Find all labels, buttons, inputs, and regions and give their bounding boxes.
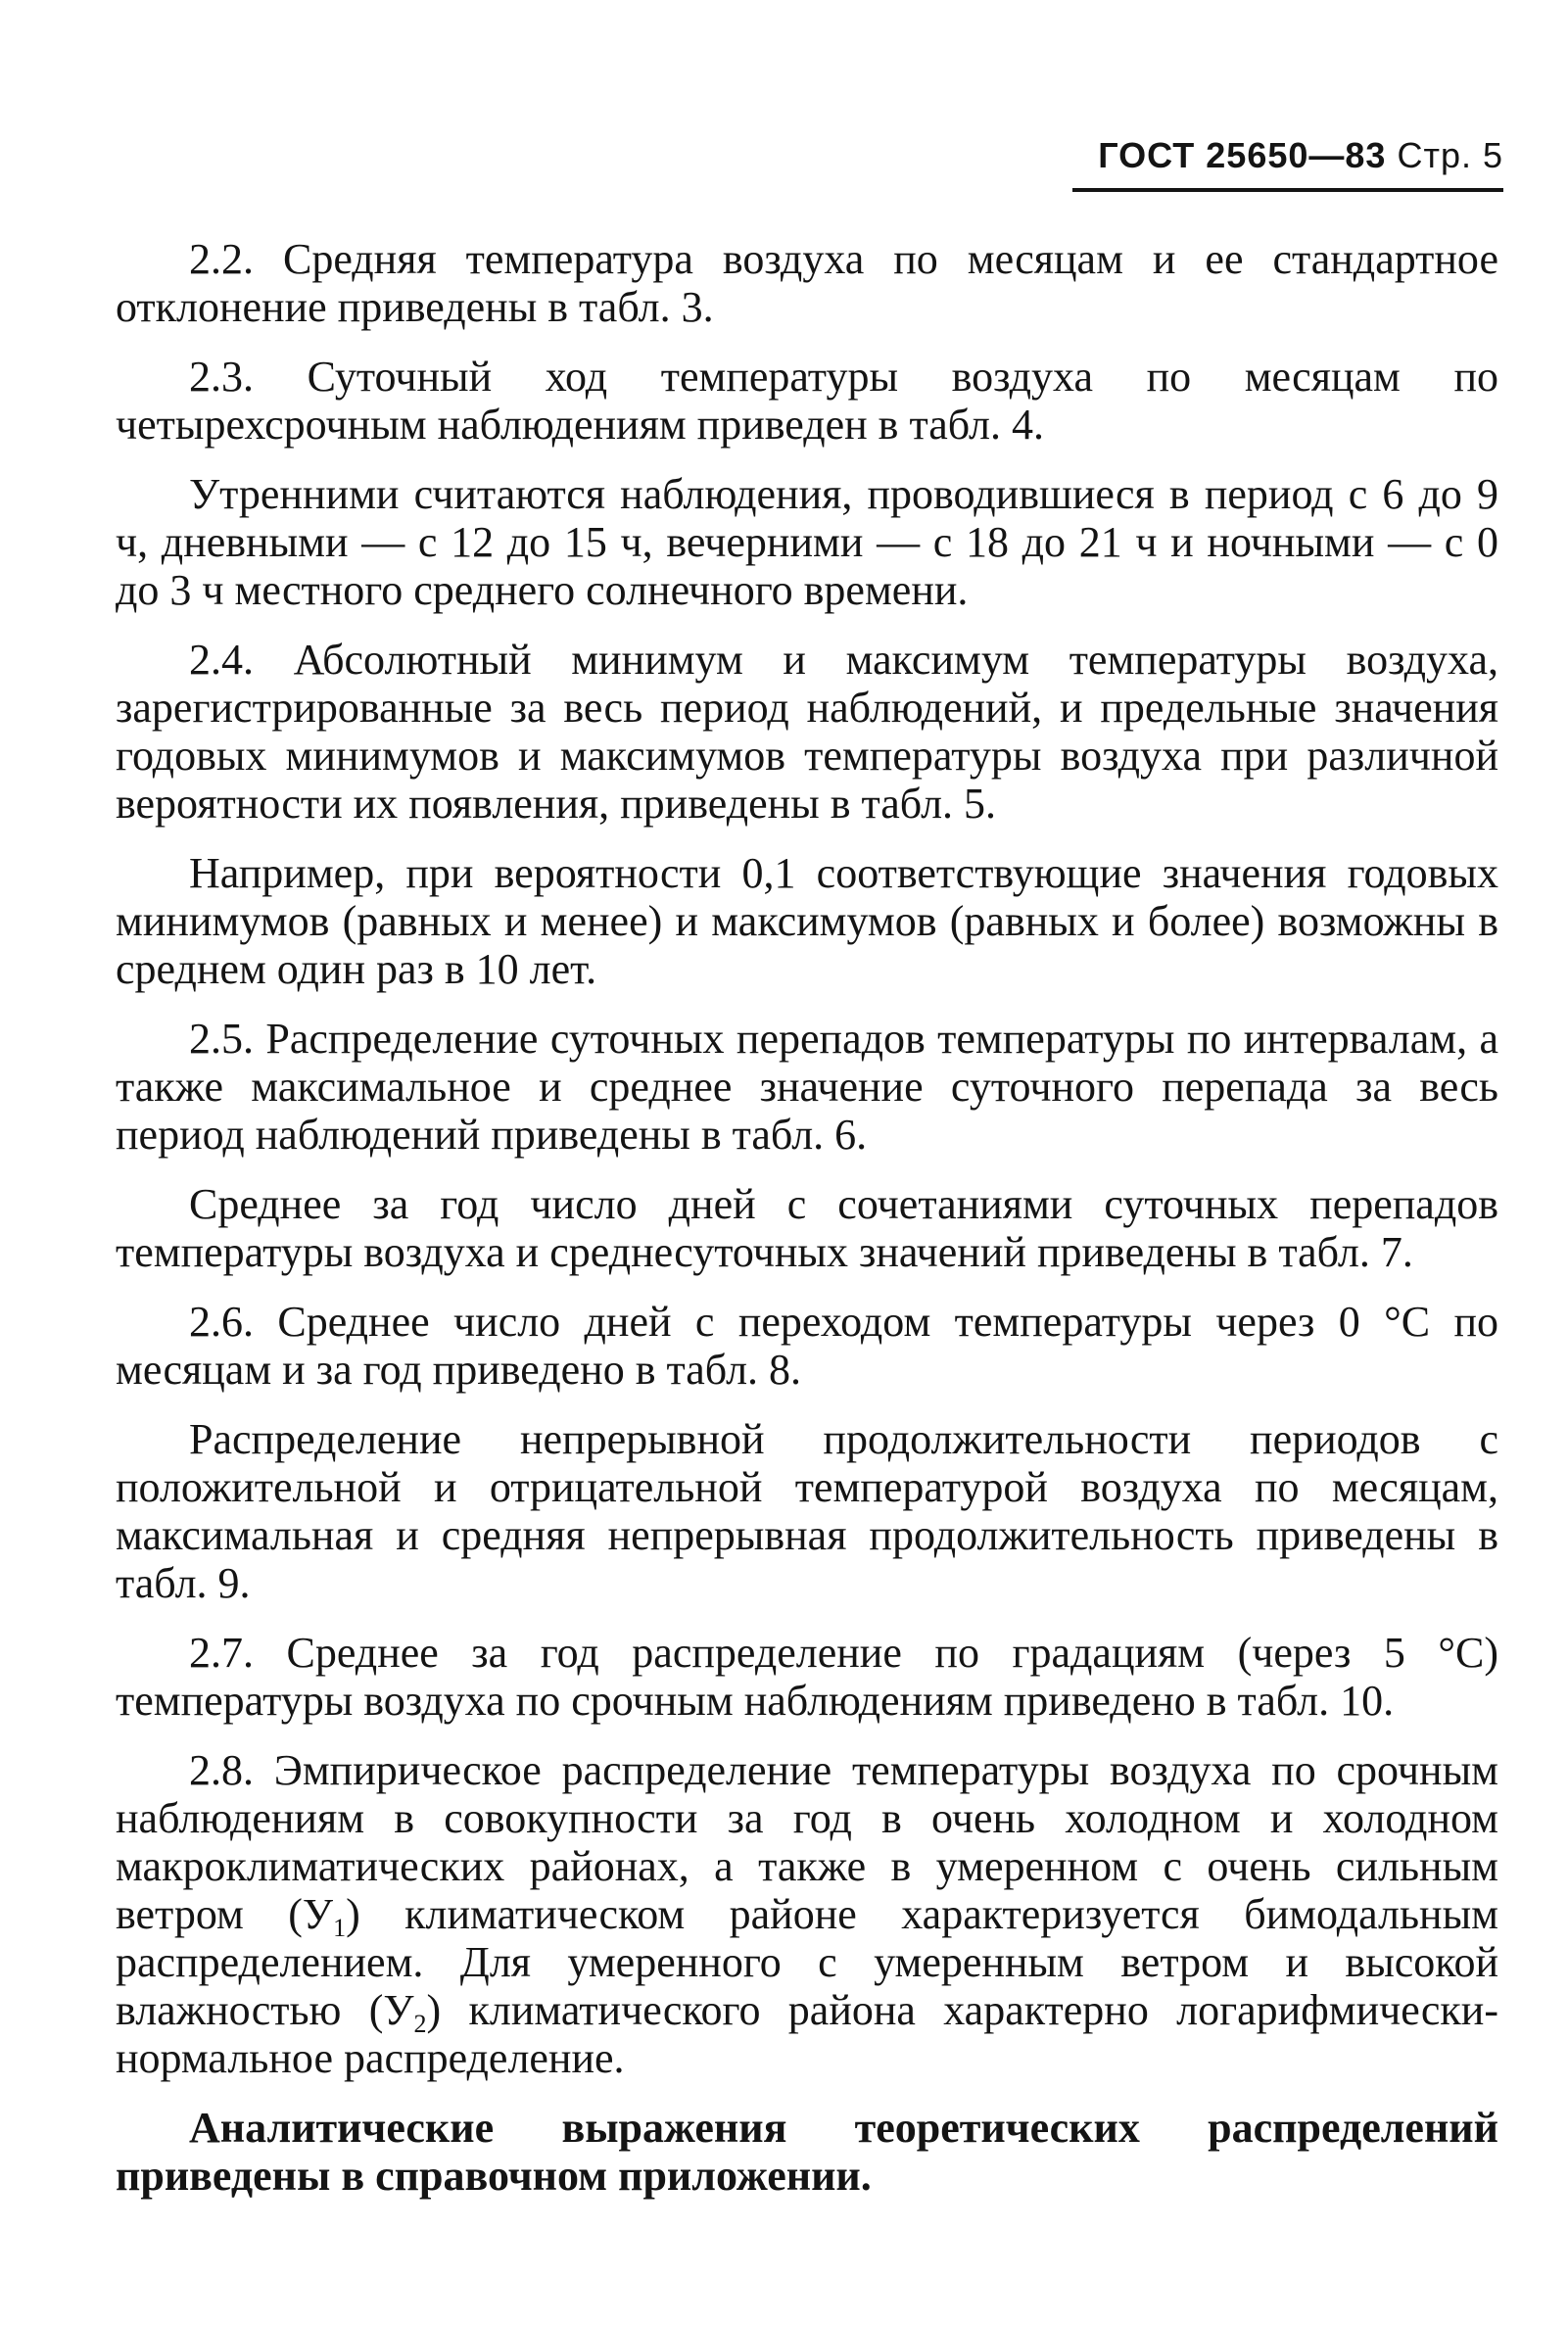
page-number: Стр. 5 — [1397, 135, 1503, 175]
paragraph-2-6: 2.6. Среднее число дней с переходом температуры через 0 °C по месяцам и за год приведено в табл. 8. — [116, 1298, 1498, 1394]
paragraph-example: Например, при вероятности 0,1 соответствующие значения годовых минимумов (равных и менее) и максимумов (равных и более) возможны в среднем один раз в 10 лет. — [116, 849, 1498, 993]
document-body — [116, 235, 1498, 2221]
paragraph-2-8 — [116, 1746, 1498, 2082]
paragraph-2-7: 2.7. Среднее за год распределение по градациям (через 5 °C) температуры воздуха по срочным наблюдениям приведено в табл. 10. — [116, 1629, 1498, 1725]
subscript-2: 2 — [413, 2010, 427, 2038]
paragraph-2-2: 2.2. Средняя температура воздуха по месяцам и ее стандартное отклонение приведены в табл. 3. — [116, 235, 1498, 331]
paragraph-2-8-part2: ) климатическом районе характеризуется бимодальным распределением. Для умеренного с умеренным ветром и высокой влажностью (У — [116, 1890, 1499, 2034]
paragraph-2-8-part3: ) климатического района характерно логарифмически-нормальное распределение. — [116, 1986, 1498, 2082]
paragraph-2-8-part1: 2.8. Эмпирическое распределение температуры воздуха по срочным наблюдениям в совокупности за год в очень холодном и холодном макроклиматических районах, а также в умеренном с очень сильным ветром (У — [116, 1746, 1498, 1938]
paragraph-observation-periods: Утренними считаются наблюдения, проводившиеся в период с 6 до 9 ч, дневными — с 12 до 15 ч, вечерними — с 18 до 21 ч и ночными — с 0 до 3 ч местного среднего солнечного времени. — [116, 470, 1498, 614]
standard-number: ГОСТ 25650—83 — [1098, 135, 1387, 175]
paragraph-continuous-duration: Распределение непрерывной продолжительности периодов с положительной и отрицательной температурой воздуха по месяцам, максимальная и средняя непрерывная продолжительность приведены в табл. 9. — [116, 1415, 1498, 1607]
paragraph-2-4: 2.4. Абсолютный минимум и максимум температуры воздуха, зарегистрированные за весь период наблюдений, и предельные значения годовых минимумов и максимумов температуры воздуха при различной вероятности их появления, приведены в табл. 5. — [116, 636, 1498, 828]
paragraph-average-days: Среднее за год число дней с сочетаниями суточных перепадов температуры воздуха и среднесуточных значений приведены в табл. 7. — [116, 1180, 1498, 1276]
page-header — [1072, 135, 1503, 192]
paragraph-2-5: 2.5. Распределение суточных перепадов температуры по интервалам, а также максимальное и среднее значение суточного перепада за весь период наблюдений приведены в табл. 6. — [116, 1015, 1498, 1159]
paragraph-2-3: 2.3. Суточный ход температуры воздуха по месяцам по четырехсрочным наблюдениям приведен в табл. 4. — [116, 353, 1498, 449]
paragraph-appendix-reference: Аналитические выражения теоретических распределений приведены в справочном приложении. — [116, 2104, 1498, 2200]
subscript-1: 1 — [333, 1914, 347, 1942]
